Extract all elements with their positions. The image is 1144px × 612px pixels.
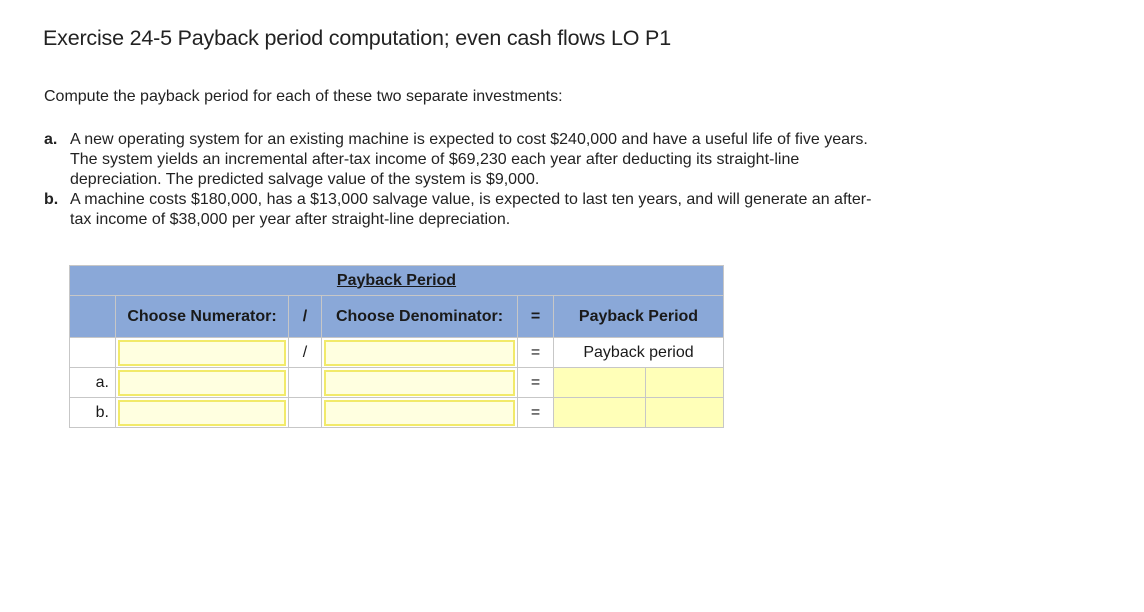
row-label: a. <box>70 368 116 398</box>
denominator-label-input[interactable] <box>324 340 515 366</box>
exercise-title: Exercise 24-5 Payback period computation; even cash flows LO P1 <box>43 26 671 50</box>
equals-sign: = <box>518 368 554 398</box>
divide-cell <box>289 398 322 428</box>
table-row <box>70 398 724 428</box>
header-denominator: Choose Denominator: <box>322 296 518 338</box>
header-equals: = <box>518 296 554 338</box>
table-row <box>70 368 724 398</box>
payback-result-b[interactable] <box>554 398 646 428</box>
row-label: b. <box>70 398 116 428</box>
header-numerator: Choose Numerator: <box>116 296 289 338</box>
problem-b <box>44 190 874 230</box>
denominator-input-b[interactable] <box>324 400 515 426</box>
denominator-input-a[interactable] <box>324 370 515 396</box>
problem-letter: b. <box>44 191 59 208</box>
payback-unit-b[interactable] <box>646 398 724 428</box>
equals-sign: = <box>518 338 554 368</box>
numerator-label-input[interactable] <box>118 340 286 366</box>
numerator-input-b[interactable] <box>118 400 286 426</box>
divide-sign: / <box>289 338 322 368</box>
problem-list <box>44 130 874 230</box>
problem-letter: a. <box>44 131 58 148</box>
result-unit-label: Payback period <box>554 338 724 368</box>
row-label <box>70 338 116 368</box>
numerator-input-a[interactable] <box>118 370 286 396</box>
divide-cell <box>289 368 322 398</box>
equals-sign: = <box>518 398 554 428</box>
problem-text: A machine costs $180,000, has a $13,000 salvage value, is expected to last ten years, and will generate an after-tax income of $38,000 per year after straight-line depreciation. <box>70 191 872 228</box>
header-blank <box>70 296 116 338</box>
table-row <box>70 338 724 368</box>
payback-unit-a[interactable] <box>646 368 724 398</box>
problem-text: A new operating system for an existing machine is expected to cost $240,000 and have a useful life of five years. The system yields an incremental after-tax income of $69,230 each year after deducting its straight-line depreciation. The predicted salvage value of the system is $9,000. <box>70 131 868 188</box>
table-title: Payback Period <box>70 266 724 296</box>
header-result: Payback Period <box>554 296 724 338</box>
header-divide: / <box>289 296 322 338</box>
instruction-text: Compute the payback period for each of these two separate investments: <box>44 88 563 105</box>
problem-a <box>44 130 874 190</box>
payback-period-table <box>69 265 724 428</box>
payback-result-a[interactable] <box>554 368 646 398</box>
